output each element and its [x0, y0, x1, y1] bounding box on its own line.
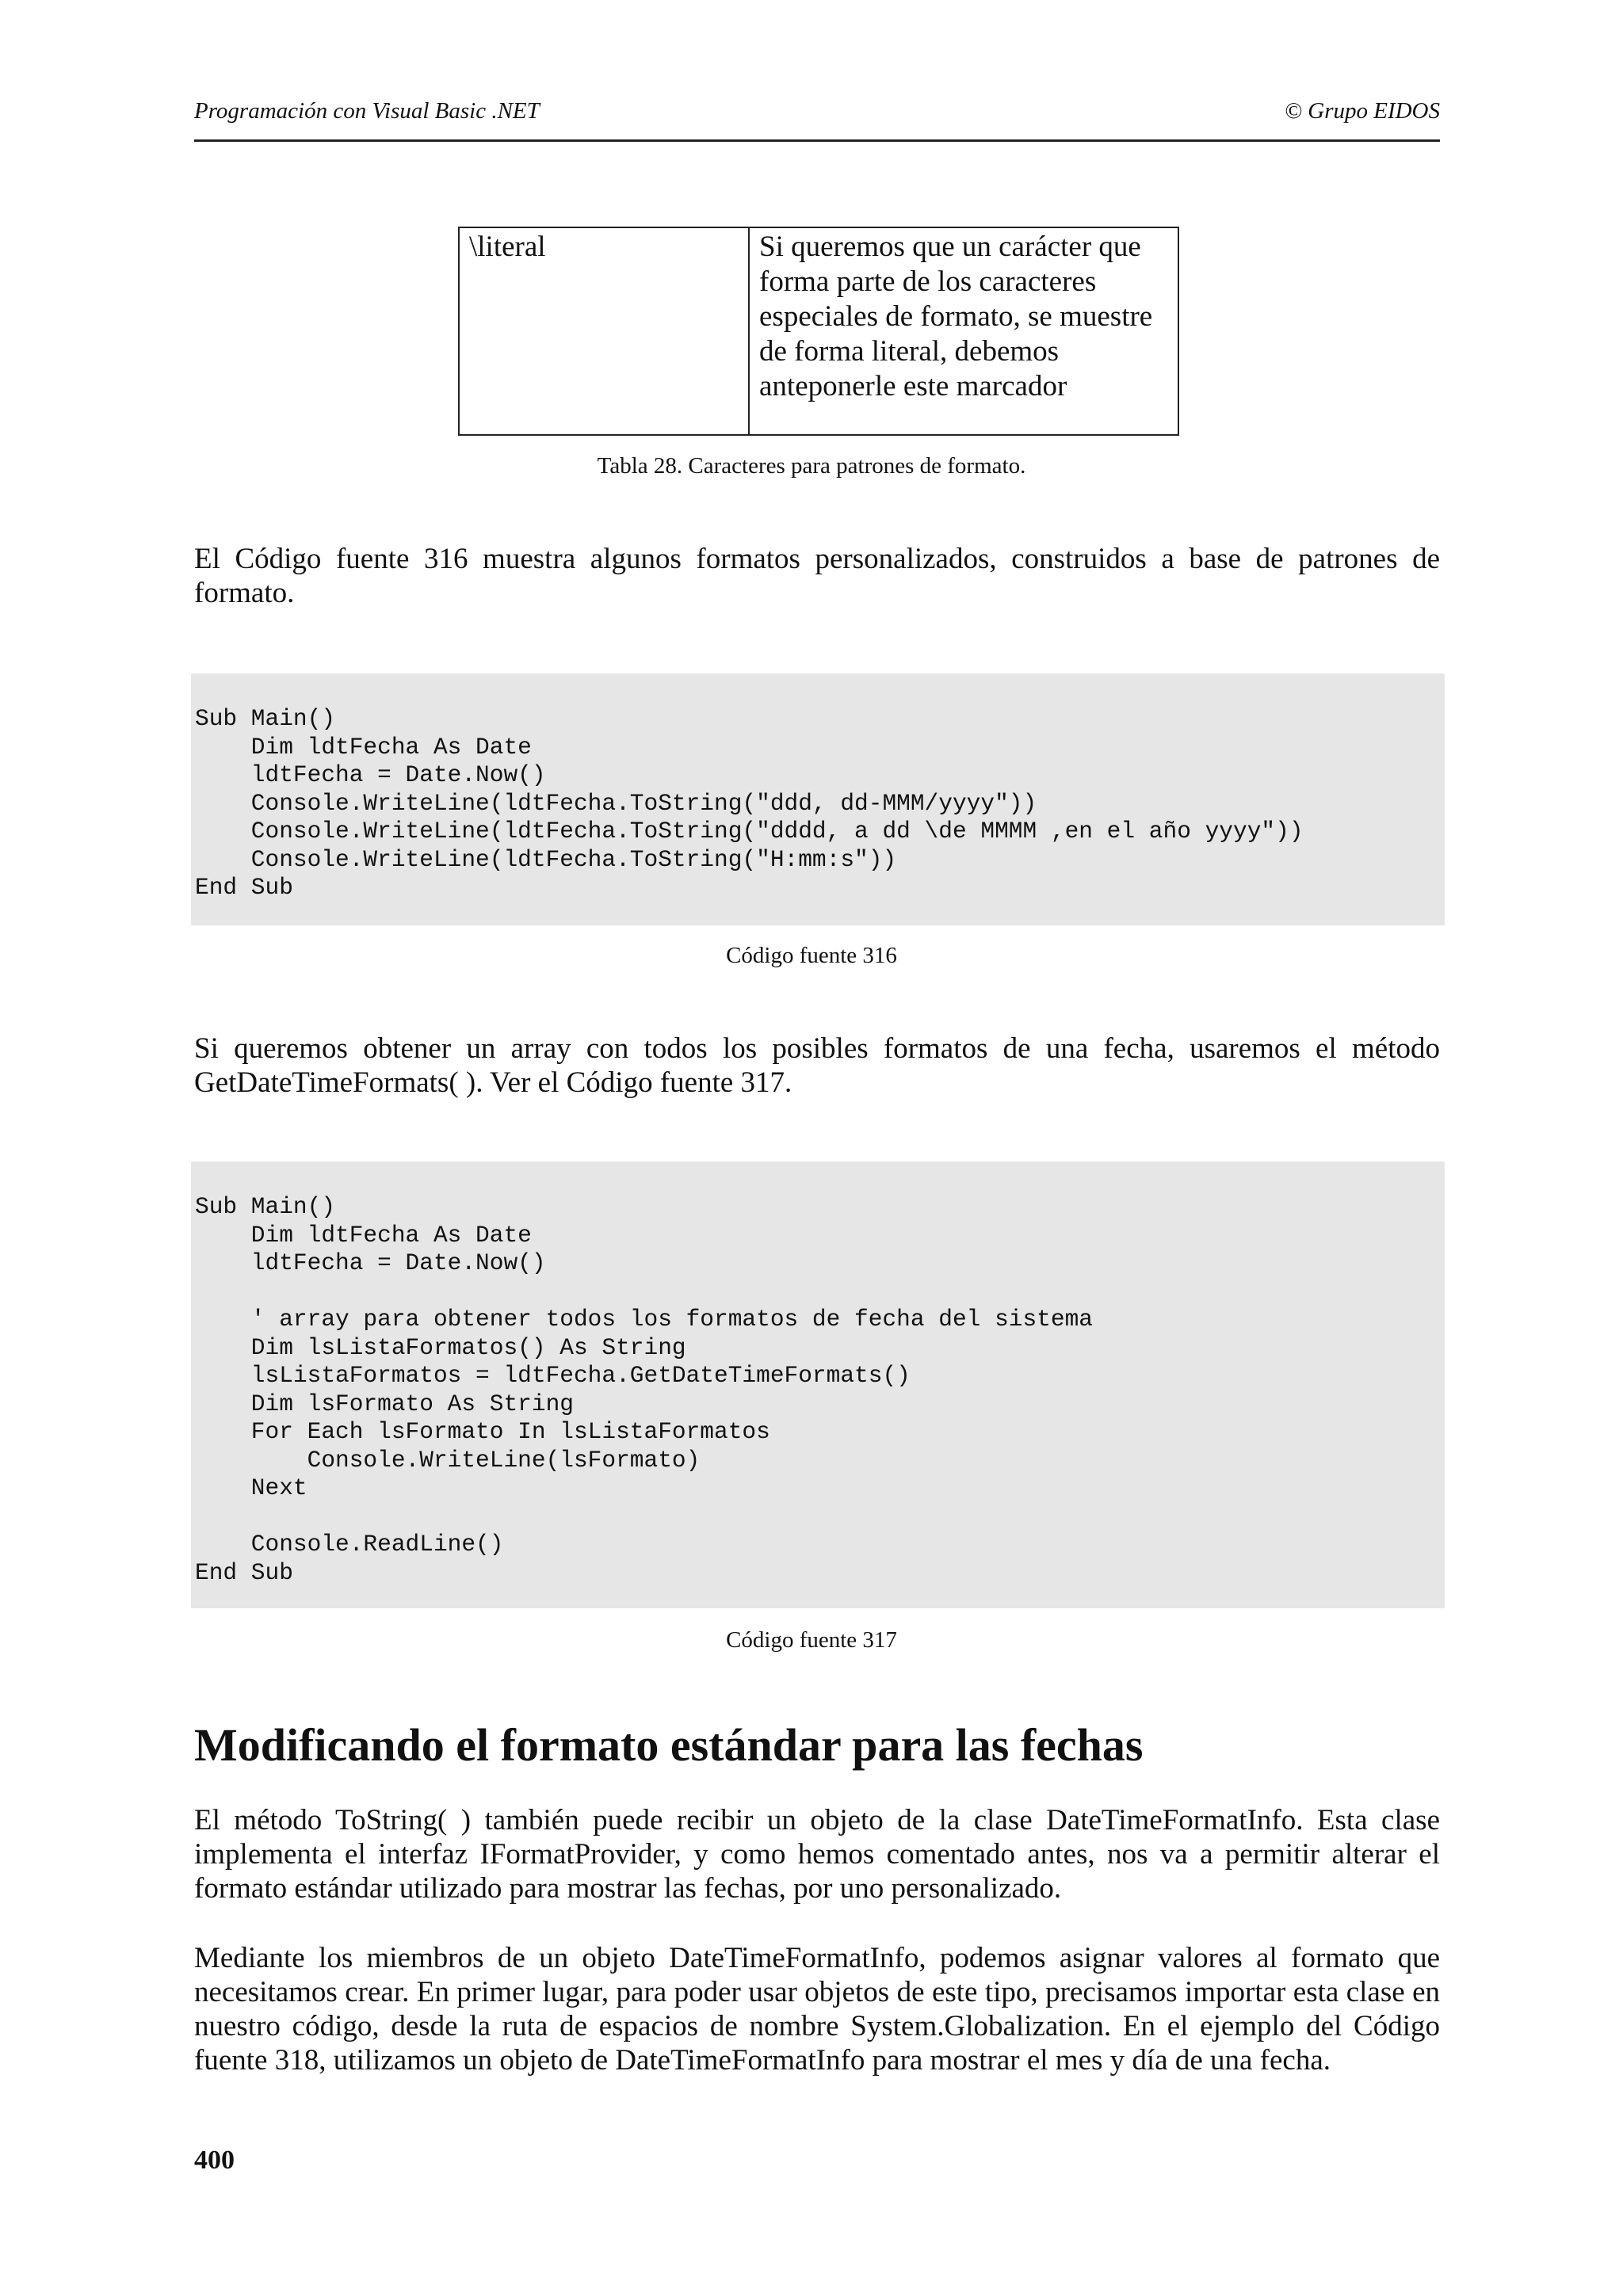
table-cell-description: Si queremos que un carácter que forma parte de los caracteres especiales de formato, se muestre de forma literal, debemos anteponerle este marcador	[749, 227, 1178, 435]
table-row	[459, 227, 1178, 435]
table-caption: Tabla 28. Caracteres para patrones de formato.	[597, 453, 1026, 479]
page-number: 400	[194, 2145, 235, 2175]
header-book-title: Programación con Visual Basic .NET	[194, 98, 540, 124]
format-characters-table	[458, 227, 1179, 436]
header-publisher: © Grupo EIDOS	[1284, 98, 1440, 124]
code-caption-317: Código fuente 317	[726, 1627, 897, 1653]
section-heading: Modificando el formato estándar para las fechas	[194, 1719, 1144, 1771]
paragraph-tostring: El método ToString( ) también puede recibir un objeto de la clase DateTimeFormatInfo. Esta clase implementa el interfaz IFormatProvider, y como hemos comentado antes, nos va a permitir alterar el formato estándar utilizado para mostrar las fechas, por uno personalizado.	[194, 1804, 1440, 1905]
code-block-317	[191, 1161, 1445, 1608]
table-cell-character: \literal	[459, 227, 749, 435]
code-block-316	[191, 673, 1445, 925]
paragraph-intro-316: El Código fuente 316 muestra algunos formatos personalizados, construidos a base de patrones de formato.	[194, 543, 1440, 609]
code-caption-316: Código fuente 316	[726, 943, 897, 968]
page-header	[194, 93, 1440, 142]
code-text: Sub Main() Dim ldtFecha As Date ldtFecha = Date.Now() ' array para obtener todos los formatos de fecha del sistema Dim lsListaFormatos() As String lsListaFormatos = ldtFecha.GetDateTimeFormats() Dim lsFormato As String For Each lsFormato In lsListaFormatos Console.WriteLine(lsFormato) Next Console.ReadLine() End Sub	[195, 1193, 1093, 1586]
paragraph-intro-317: Si queremos obtener un array con todos los posibles formatos de una fecha, usaremos el método GetDateTimeFormats( ). Ver el Código fuente 317.	[194, 1032, 1440, 1099]
paragraph-datetimeformatinfo: Mediante los miembros de un objeto DateTimeFormatInfo, podemos asignar valores al formato que necesitamos crear. En primer lugar, para poder usar objetos de este tipo, precisamos importar esta clase en nuestro código, desde la ruta de espacios de nombre System.Globalization. En el ejemplo del Código fuente 318, utilizamos un objeto de DateTimeFormatInfo para mostrar el mes y día de una fecha.	[194, 1942, 1440, 2077]
code-text: Sub Main() Dim ldtFecha As Date ldtFecha = Date.Now() Console.WriteLine(ldtFecha.ToString("ddd, dd-MMM/yyyy")) Console.WriteLine(ldtFecha.ToString("dddd, a dd \de MMMM ,en el año yyyy")) Console.WriteLine(ldtFecha.ToString("H:mm:s")) End Sub	[195, 705, 1304, 901]
